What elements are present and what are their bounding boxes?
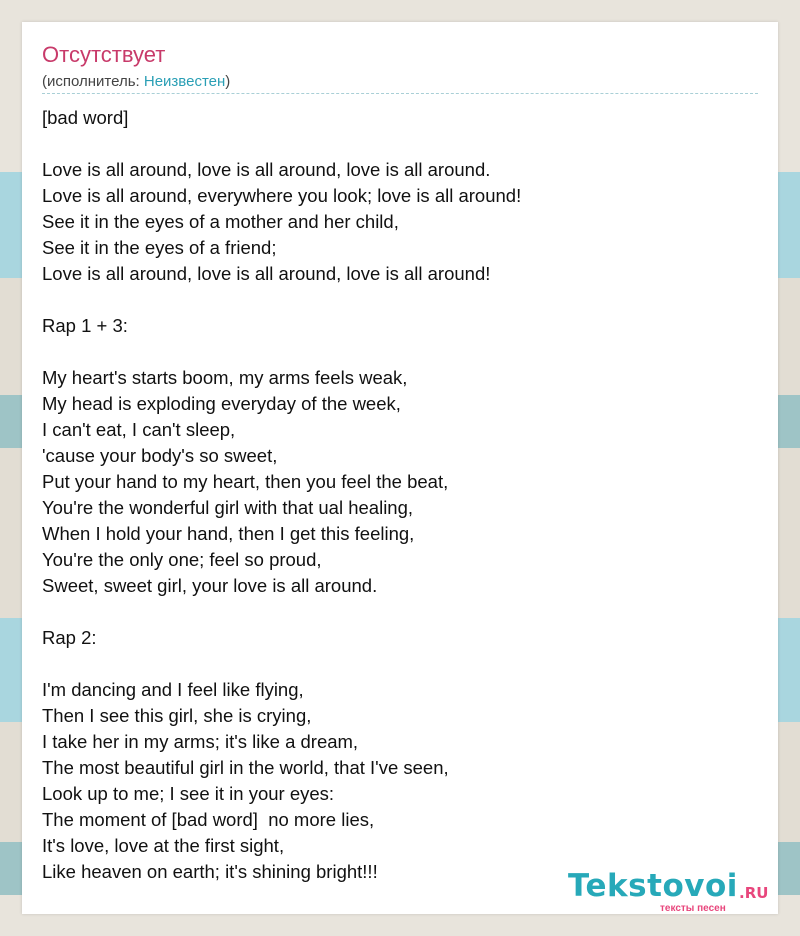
lyric-line: See it in the eyes of a friend; (42, 237, 277, 258)
lyric-line: Then I see this girl, she is crying, (42, 705, 312, 726)
lyric-line (42, 131, 758, 157)
lyric-line: Love is all around, everywhere you look; love is all around! (42, 185, 522, 206)
lyric-line: 'cause your body's so sweet, (42, 445, 278, 466)
logo-tagline: тексты песен (660, 903, 726, 914)
artist-line (42, 73, 230, 90)
lyric-line: The moment of [bad word] no more lies, (42, 809, 375, 830)
lyric-line: When I hold your hand, then I get this feeling, (42, 523, 415, 544)
artist-link[interactable]: Неизвестен (143, 73, 226, 90)
lyric-line: [bad word] (42, 107, 129, 128)
lyric-line: I can't eat, I can't sleep, (42, 419, 236, 440)
lyric-line: The most beautiful girl in the world, that I've seen, (42, 757, 449, 778)
lyric-line: Look up to me; I see it in your eyes: (42, 783, 335, 804)
lyric-line: Rap 1 + 3: (42, 315, 128, 336)
title-divider (42, 93, 758, 94)
artist-prefix: (исполнитель: (42, 73, 144, 90)
lyric-line: My head is exploding everyday of the week, (42, 393, 401, 414)
lyric-line: My heart's starts boom, my arms feels weak, (42, 367, 408, 388)
lyric-line: You're the only one; feel so proud, (42, 549, 322, 570)
logo-domain-suffix: .RU (739, 884, 769, 902)
lyric-line: Put your hand to my heart, then you feel the beat, (42, 471, 449, 492)
song-title: Отсутствует (42, 42, 166, 67)
lyric-line: Rap 2: (42, 627, 97, 648)
lyric-line: Love is all around, love is all around, love is all around. (42, 159, 491, 180)
lyric-line: I'm dancing and I feel like flying, (42, 679, 304, 700)
artist-suffix: ) (225, 73, 231, 90)
lyric-line: Like heaven on earth; it's shining bright!!! (42, 861, 378, 882)
lyrics-text (42, 105, 758, 885)
lyric-line: See it in the eyes of a mother and her child, (42, 211, 399, 232)
lyrics-card (22, 22, 778, 914)
lyric-line: You're the wonderful girl with that ual healing, (42, 497, 414, 518)
lyric-line: Sweet, sweet girl, your love is all around. (42, 575, 378, 596)
lyric-line (42, 651, 758, 677)
lyric-line: I take her in my arms; it's like a dream, (42, 731, 359, 752)
logo-main-text: Tekstovoi (568, 868, 738, 904)
lyric-line (42, 287, 758, 313)
lyric-line (42, 599, 758, 625)
lyric-line: Love is all around, love is all around, love is all around! (42, 263, 491, 284)
lyric-line (42, 339, 758, 365)
site-logo[interactable] (568, 868, 778, 914)
lyric-line: It's love, love at the first sight, (42, 835, 285, 856)
